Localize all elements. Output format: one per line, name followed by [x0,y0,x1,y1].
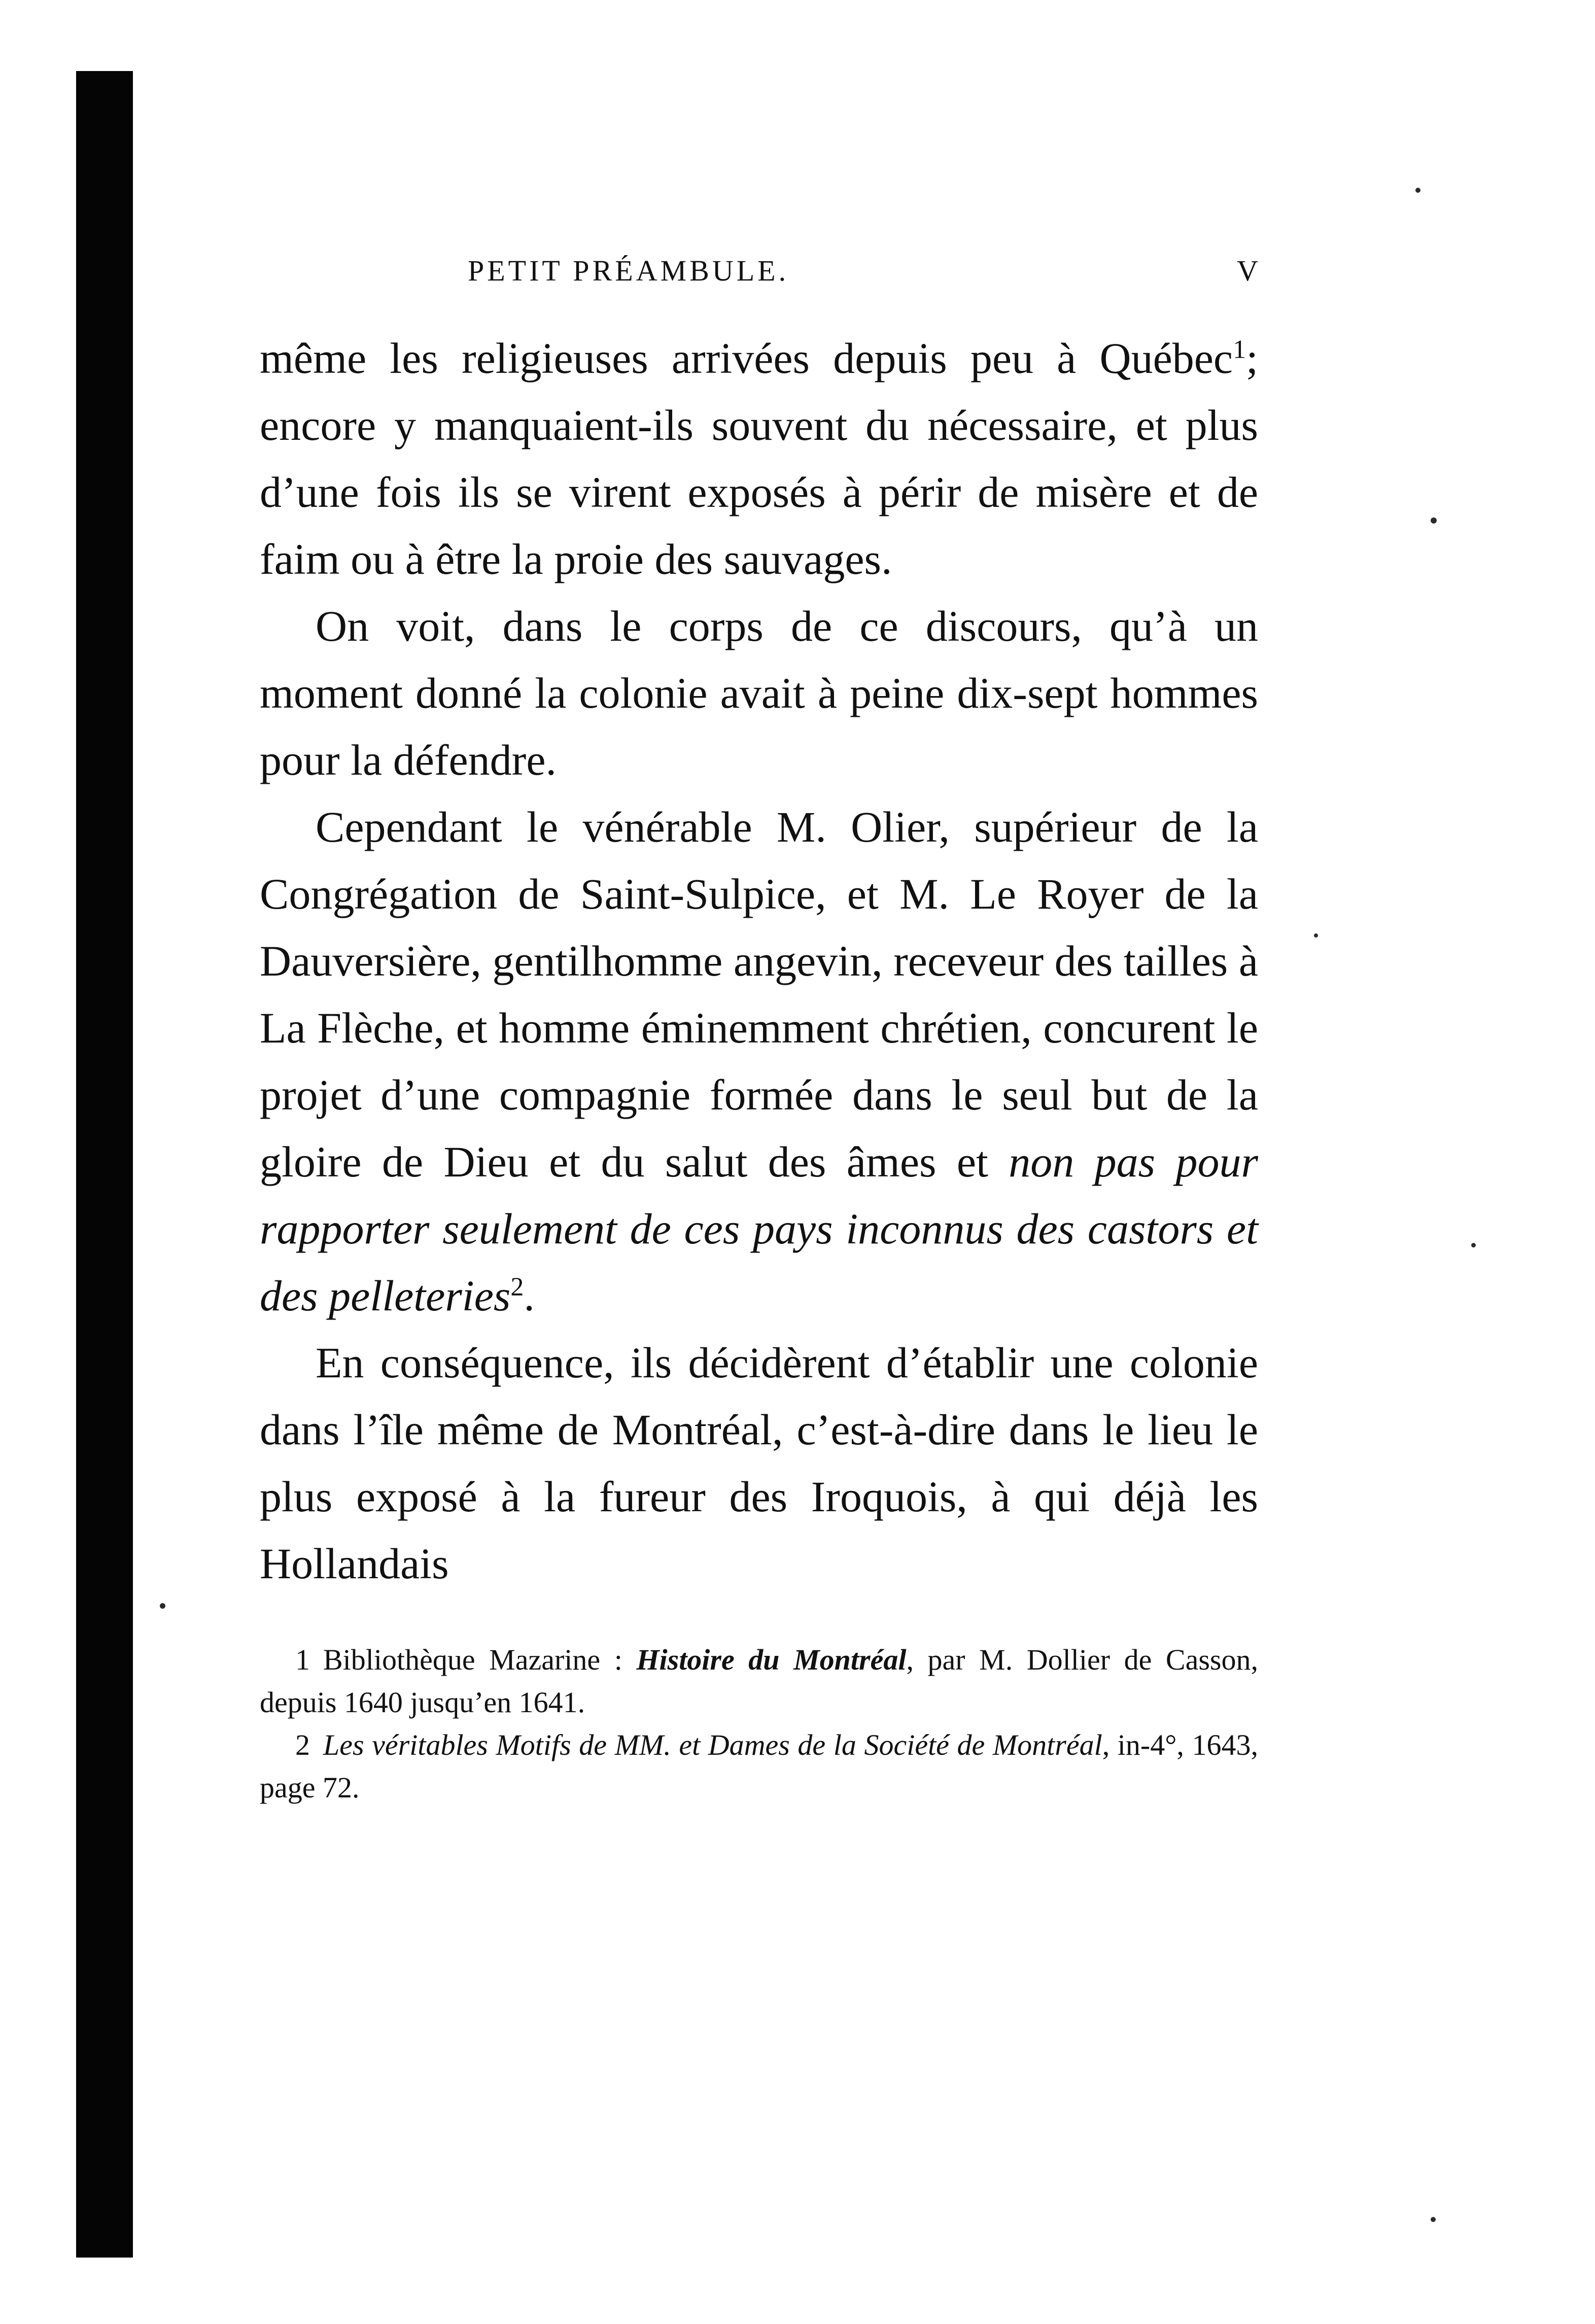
running-head: PETIT PRÉAMBULE. [468,254,789,287]
footnote-2 [260,1724,1258,1809]
paragraph-3 [260,793,1258,1329]
scan-speck [1431,2217,1436,2222]
paragraph-2 [260,593,1258,793]
paragraph-1-text-a: même les religieuses arrivées depuis peu à Québec [260,334,1233,383]
scan-speck [1431,517,1437,524]
scan-speck [1415,188,1420,193]
footnote-2-title: Les véritables Motifs de MM. et Dames de la Société de Montréal [323,1728,1102,1761]
paragraph-3-text-b: . [524,1271,535,1320]
book-spine-shadow [76,71,133,2258]
paragraph-2-text: On voit, dans le corps de ce discours, qu’à un moment donné la colonie avait à peine dix-sept hommes pour la défendre. [260,602,1258,784]
paragraph-4 [260,1329,1258,1597]
paragraph-1-text-b: ; encore y manquaient-ils souvent du nécessaire, et plus d’une fois ils se virent exposés à périr de misère et de faim ou à être la proie des sauvages. [260,334,1258,583]
paragraph-3-italic-quote: non pas pour rapporter seulement de ces pays inconnus des castors et des pelleteries [260,1137,1258,1320]
footnote-ref-2: 2 [510,1272,524,1302]
page-number: V [1237,254,1258,287]
footnote-2-text: , in-4°, 1643, page 72. [260,1728,1258,1804]
footnote-1-text-a: Bibliothèque Mazarine : [323,1643,637,1676]
scan-speck [1314,933,1318,938]
paragraph-3-text-a: Cependant le vénérable M. Olier, supérieur de la Congrégation de Saint-Sulpice, et M. Le Royer de la Dauversière, gentilhomme angevin, receveur des tailles à La Flèche, et homme éminemment chrétien, concurent le projet d’une compagnie formée dans le seul but de la gloire de Dieu et du salut des âmes et [260,803,1258,1186]
main-text [260,325,1258,1597]
scan-speck [1471,1243,1476,1247]
footnote-1-number: 1 [295,1643,310,1676]
footnote-ref-1: 1 [1233,335,1246,364]
page-header [260,256,1258,302]
footnotes [260,1639,1258,1809]
footnote-1-title: Histoire du Montréal [636,1643,907,1676]
footnote-1 [260,1639,1258,1724]
paragraph-1 [260,325,1258,593]
paragraph-4-text: En conséquence, ils décidèrent d’établir une colonie dans l’île même de Montréal, c’est-à-dire dans le lieu le plus exposé à la fureur des Iroquois, à qui déjà les Hollandais [260,1338,1258,1588]
footnote-2-number: 2 [295,1728,310,1761]
footnote-1-text-b: , par M. Dollier de Casson, depuis 1640 jusqu’en 1641. [260,1643,1258,1719]
scan-speck [160,1603,165,1609]
